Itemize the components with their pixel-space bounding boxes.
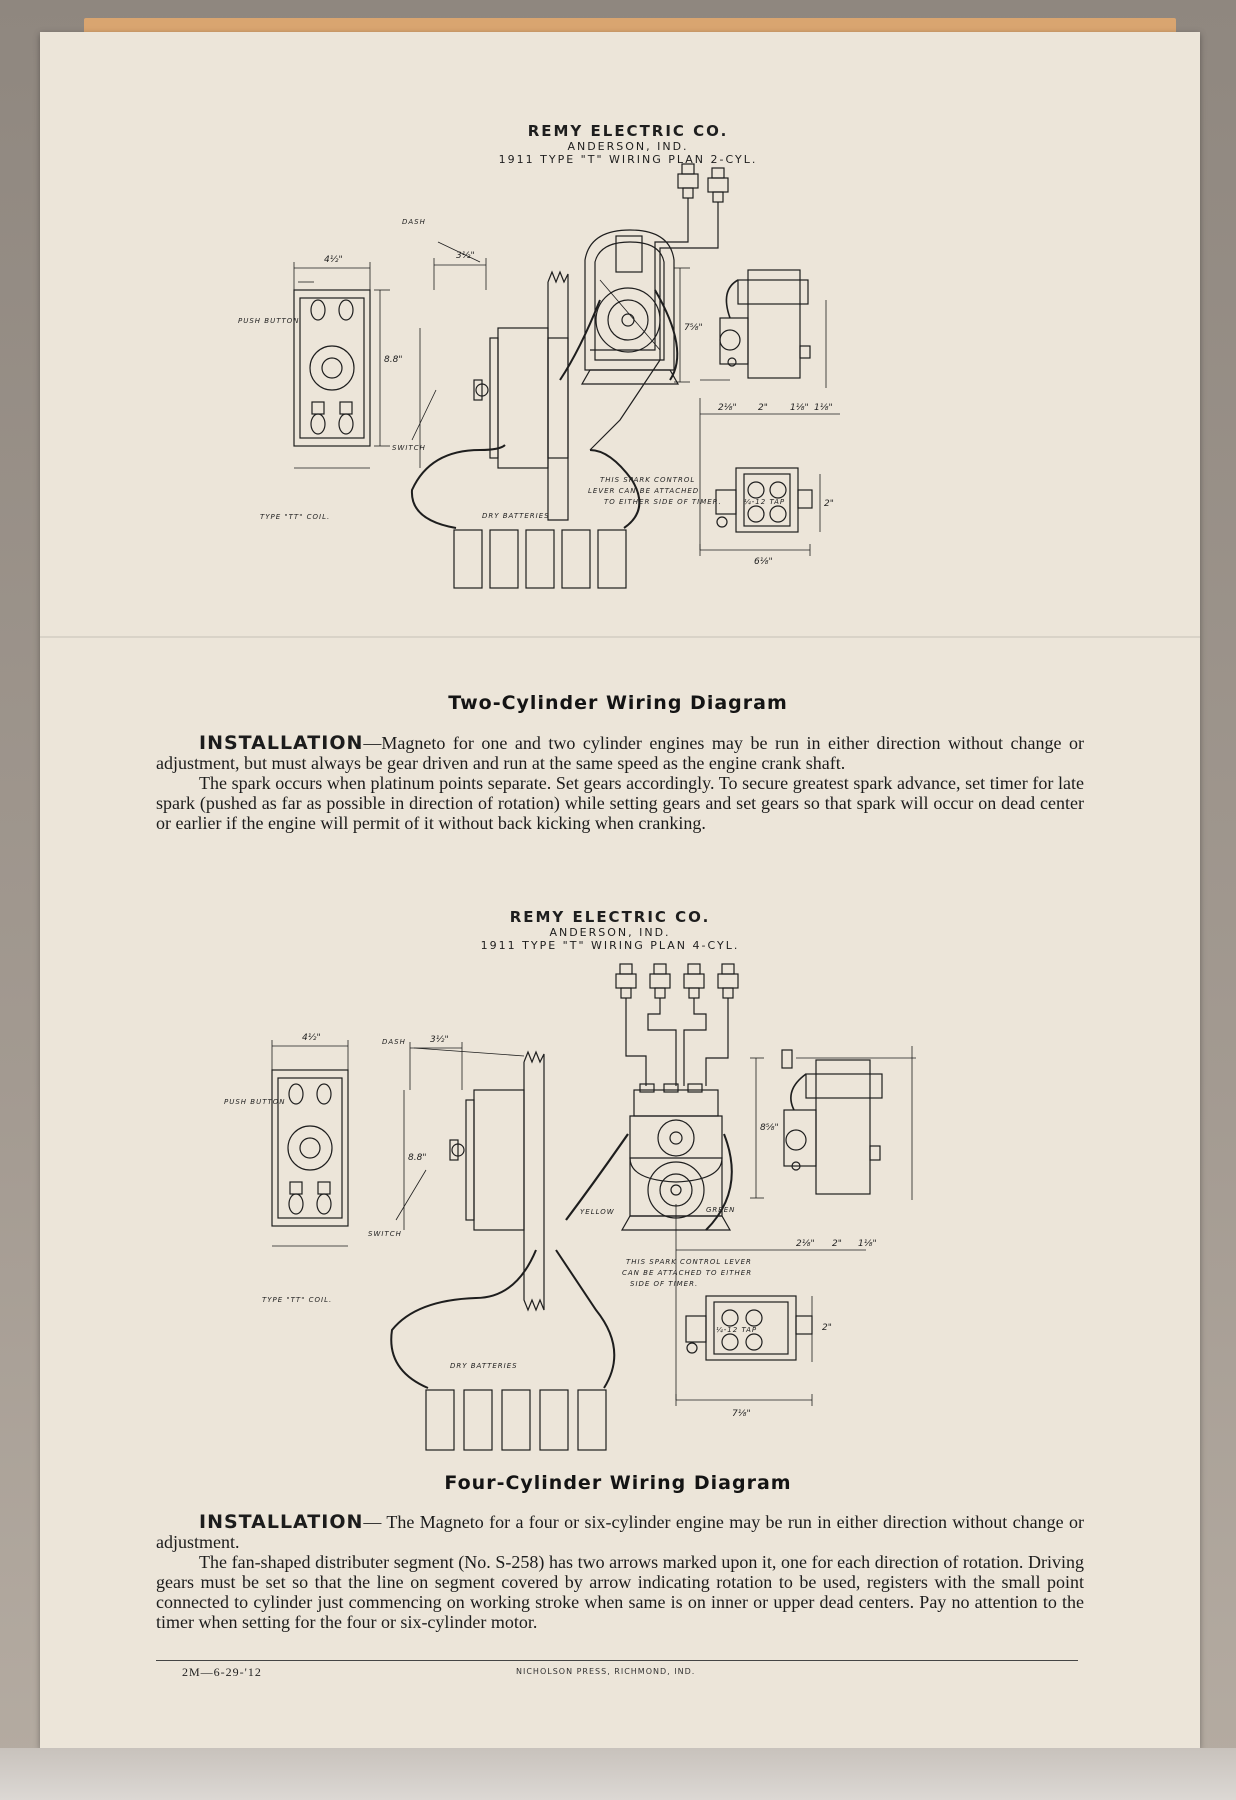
four-cylinder-diagram [224, 950, 1006, 1470]
installation-text-1: — The Magneto for a four or six-cylinder engine may be run in either direction without change or adjustment. [156, 1512, 1084, 1552]
dim-timer-height: 7⅝" [684, 323, 703, 333]
dim-coil-height: 8.8" [384, 355, 403, 365]
bottom-plan-header [440, 908, 780, 952]
spark-note-1: THIS SPARK CONTROL [600, 476, 696, 484]
dim-d3: 1⅛" [790, 403, 809, 413]
spark-plug-icon [684, 964, 704, 998]
switch-label: SWITCH [392, 444, 426, 452]
printer-credit: NICHOLSON PRESS, RICHMOND, IND. [516, 1667, 696, 1676]
spark-note-2: CAN BE ATTACHED TO EITHER [622, 1269, 753, 1277]
print-code: 2M—6-29-'12 [182, 1665, 262, 1679]
dash-board [524, 1052, 544, 1310]
switch-box [474, 328, 568, 468]
switch-box [450, 1090, 524, 1230]
green-wire-label: GREEN [706, 1206, 736, 1214]
timer-side-view [782, 1050, 882, 1194]
installation-lead: INSTALLATION [199, 1511, 364, 1533]
company-name: REMY ELECTRIC CO. [527, 122, 729, 140]
plastic-sleeve [0, 1748, 1236, 1800]
spark-plug-icon [616, 964, 636, 998]
dim-base-width: 7⅛" [732, 1409, 751, 1419]
two-cylinder-installation [156, 733, 1084, 833]
dim-base-width: 6⅛" [754, 557, 773, 567]
dim-coil-height: 8.8" [408, 1153, 427, 1163]
installation-text-2: The spark occurs when platinum points separate. Set gears accordingly. To secure greatest spark advance, set timer for late spark (pushed as far as possible in direction of rotation) while setting gears and set gears so that spark will occur on dead center or earlier if the engine will permit of it without back kicking when cranking. [156, 773, 1084, 833]
company-location: ANDERSON, IND. [567, 140, 689, 153]
dim-coil-depth: 3½" [456, 251, 475, 261]
installation-text-2: The fan-shaped distributer segment (No. S-258) has two arrows marked upon it, one for each direction of rotation. Driving gears must be set so that the line on segment covered by arrow indicating rotation to be used, registers with the small point connected to cylinder just commencing on working stroke when same is on inner or upper dead centers. Pay no attention to the timer when setting for the four or six-cylinder motor. [156, 1552, 1084, 1632]
dash-label: DASH [402, 218, 426, 226]
spark-plug-icon [708, 168, 728, 202]
coil-unit [294, 290, 370, 446]
spark-plug-icon [678, 164, 698, 198]
installation-lead: INSTALLATION [199, 732, 364, 754]
dim-coil-width: 4½" [324, 255, 343, 265]
coil-label: TYPE "TT" COIL. [262, 1296, 333, 1304]
four-cylinder-title: Four-Cylinder Wiring Diagram [444, 1472, 792, 1494]
push-button-label: PUSH BUTTON [238, 317, 300, 325]
dim-d1: 2⅛" [796, 1239, 815, 1249]
company-name: REMY ELECTRIC CO. [509, 908, 711, 926]
spark-note-1: THIS SPARK CONTROL LEVER [626, 1258, 752, 1266]
dim-side: 2" [822, 1323, 832, 1333]
footer-rule [156, 1660, 1078, 1661]
dim-d2: 2" [758, 403, 768, 413]
two-cylinder-title: Two-Cylinder Wiring Diagram [448, 692, 788, 714]
dim-d4: 1⅛" [814, 403, 833, 413]
four-cylinder-installation [156, 1512, 1084, 1632]
two-cylinder-diagram [238, 150, 1000, 690]
spark-note-2: LEVER CAN BE ATTACHED [588, 487, 700, 495]
plan-title: 1911 TYPE "T" WIRING PLAN 2-CYL. [498, 153, 758, 166]
batteries-label: DRY BATTERIES [482, 512, 550, 520]
tap-label: ¼-12 TAP [716, 1326, 758, 1334]
dim-d2: 2" [832, 1239, 842, 1249]
spark-plug-icon [718, 964, 738, 998]
spark-note-3: SIDE OF TIMER. [630, 1280, 699, 1288]
dim-coil-width: 4½" [302, 1033, 321, 1043]
coil-label: TYPE "TT" COIL. [260, 513, 331, 521]
yellow-wire-label: YELLOW [580, 1208, 615, 1216]
company-location: ANDERSON, IND. [549, 926, 671, 939]
installation-text-1: —Magneto for one and two cylinder engines may be run in either direction without change or adjustment, but must always be gear driven and run at the same speed as the engine crank shaft. [156, 733, 1084, 773]
dash-label: DASH [382, 1038, 406, 1046]
push-button-label: PUSH BUTTON [224, 1098, 286, 1106]
dash-board [548, 272, 568, 520]
switch-label: SWITCH [368, 1230, 402, 1238]
spark-note-3: TO EITHER SIDE OF TIMER. [604, 498, 722, 506]
timer-side-view [720, 270, 810, 378]
batteries-label: DRY BATTERIES [450, 1362, 518, 1370]
coil-unit [272, 1070, 348, 1226]
plan-title: 1911 TYPE "T" WIRING PLAN 4-CYL. [480, 939, 740, 952]
dim-side: 2" [824, 499, 834, 509]
battery-group [391, 1250, 614, 1450]
dim-coil-depth: 3½" [430, 1035, 449, 1045]
tap-label: ¼-12 TAP [744, 498, 786, 506]
dim-d1: 2⅛" [718, 403, 737, 413]
spark-plug-icon [650, 964, 670, 998]
dim-d3: 1⅛" [858, 1239, 877, 1249]
dim-timer-height: 8⅝" [760, 1123, 779, 1133]
